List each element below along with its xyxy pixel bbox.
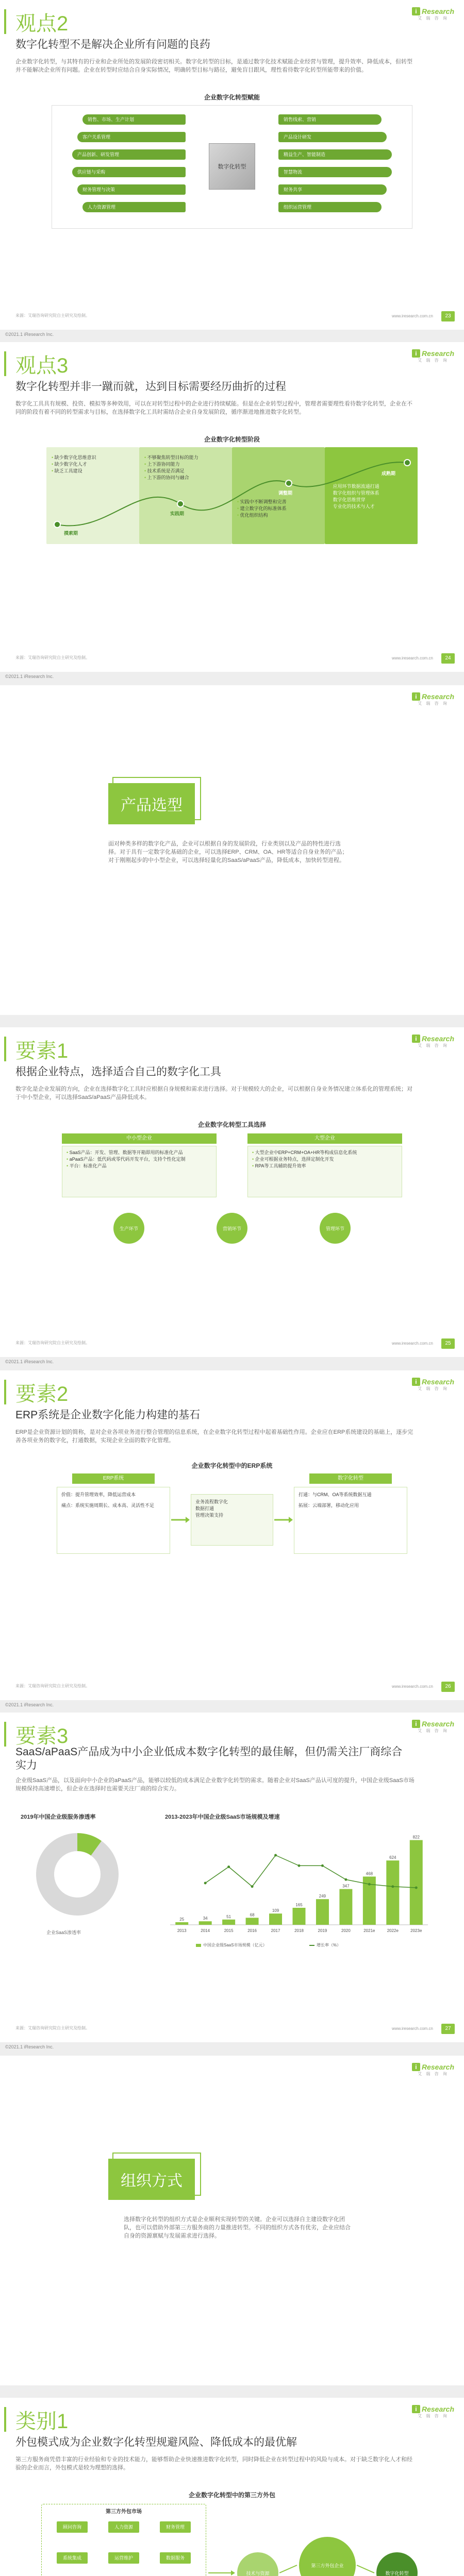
source-note: 来源：艾瑞咨询研究院自主研究及绘制。 [15, 655, 90, 660]
section-title: 产品选型 [108, 783, 195, 824]
phase-label-4: 成熟期 [382, 471, 396, 476]
phase-1-list: • 缺少数字化思维意识 • 缺少数字化人才 • 缺乏工具建设 [52, 454, 134, 474]
slide-factor-1 [0, 1027, 464, 1357]
diagram-title: 企业数字化转型阶段 [204, 436, 260, 443]
bar-value-2016: 68 [250, 1912, 255, 1918]
diagram-title: 企业数字化转型工具选择 [197, 1121, 266, 1128]
x-tick-2017: 2017 [271, 1928, 280, 1933]
body-paragraph: 企业数字化转型，与其特有的行业和企业所处的发展阶段密切相关。数字化转型的目标，是通过数字化技术赋能企业经营与管理，提升效率、降低成本，但转型并不能解决企业所有问题。企业在转型时应结合自身实际情况，明确转型目标与路径，避免盲目跟风，理性看待数字化转型所能带来的价值。 [15, 59, 412, 73]
legend-bar: 中国企业级SaaS市场规模（亿元） [196, 1942, 267, 1948]
right-item-3: 智慧物流 [278, 167, 392, 177]
outsourcing-circle: 第三方外包企业 [299, 2537, 356, 2576]
accent-bar [4, 2407, 6, 2432]
slide-subtitle: 根据企业特点，选择适合自己的数字化工具 [15, 1066, 221, 1078]
x-tick-2018: 2018 [294, 1928, 304, 1933]
slide-viewpoint-2 [0, 0, 464, 330]
right-item-4: 财务共享 [278, 184, 387, 195]
large-box: • 大型企业中ERP+CRM+OA+HR等构成信息化系统 • 企业可根据业务特点，选择定制化开发 • RPA等工具辅助提升效率 [247, 1146, 402, 1197]
slide-section-product [0, 685, 464, 1015]
center-cube: 数字化转型 [209, 143, 255, 190]
service-0: 顾问咨询 [57, 2521, 88, 2533]
iresearch-logo: i Research 艾 瑞 咨 询 [411, 1378, 455, 1392]
pie-caption: 企业SaaS渗透率 [46, 1930, 81, 1935]
copyright: ©2021.1 iResearch Inc. [5, 2044, 54, 2049]
slide-title: 类别1 [15, 2410, 69, 2433]
x-tick-2019: 2019 [318, 1928, 327, 1933]
phase-3-list: • 实践中不断调整和完善 • 建立数字化的标准体系 • 优化组织结构 [237, 499, 320, 519]
bar-value-2014: 34 [203, 1916, 208, 1921]
phase-marker-2 [177, 500, 184, 507]
chart1-title: 2019年中国企业级服务渗透率 [21, 1814, 96, 1820]
slide-subtitle: 数字化转型不是解决企业所有问题的良药 [15, 39, 210, 50]
source-note: 来源：艾瑞咨询研究院自主研究及绘制。 [15, 2026, 90, 2030]
x-tick-2014: 2014 [201, 1928, 210, 1933]
section-title: 组织方式 [108, 2159, 195, 2200]
bar-2023e [410, 1840, 423, 1925]
section-body: 面对种类多样的数字化产品，企业可以根据自身的发展阶段，行业类别以及产品的特性进行选择。对于具有一定数字化基础的企业，可以选择ERP、CRM、OA、HR等适合自身业务的产品；对于刚刚起步的中小型企业，可以选择轻量化的SaaS/aPaaS产品，降低成本，加快转型进程。 [108, 841, 348, 863]
copyright: ©2021.1 iResearch Inc. [5, 1359, 54, 1364]
service-2: 财务管理 [160, 2521, 191, 2533]
bar-value-2022e: 624 [389, 1855, 396, 1860]
slide-factor-3 [0, 1713, 464, 2042]
left-item-4: 财务管理与决策 [77, 184, 186, 195]
growth-point-2018 [298, 1865, 301, 1867]
service-4: 运营维护 [108, 2552, 139, 2564]
slide-title: 观点2 [15, 12, 69, 35]
circle-management: 管理环节 [320, 1213, 351, 1244]
slide-title: 观点3 [15, 354, 69, 377]
x-tick-2023e: 2023e [410, 1928, 422, 1933]
page-number: 23 [441, 311, 455, 321]
transform-circle: 数字化转型 [376, 2552, 418, 2576]
pie-slice-未采用 [36, 1833, 119, 1916]
sme-box: • SaaS产品：开发、管理、数据等开箱即用的标准化产品 • aPaaS产品：低代码或零代码开发平台，支持个性化定制 • 平台：标准化产品 [62, 1146, 217, 1197]
slide-viewpoint-3 [0, 342, 464, 672]
bar-chart [160, 1822, 438, 1940]
circle-production: 生产环节 [113, 1213, 144, 1244]
body-paragraph: 数字化是企业发展的方向，企业在选择数字化工具时应根据自身规模和需求进行选择。对于规模较大的企业，可以根据自身业务情况建立体系化的管理系统；对于中小型企业，可以选择SaaS/aPaaS产品降低成本。 [15, 1086, 412, 1100]
bar-2015 [222, 1920, 235, 1925]
diagram-title: 企业数字化转型赋能 [204, 94, 260, 101]
bar-value-2013: 25 [179, 1917, 185, 1922]
footer-url[interactable]: www.iresearch.com.cn [391, 2026, 433, 2031]
header-sme: 中小型企业 [62, 1133, 217, 1144]
left-item-0: 销售、市场、生产计划 [82, 114, 186, 125]
service-1: 人力资源 [108, 2521, 139, 2533]
body-paragraph: 企业级SaaS产品，以及面向中小企业的aPaaS产品，能够以较低的成本满足企业数字化转型的需求。随着企业对SaaS产品认可度的提升，中国企业级SaaS市场规模保持高速增长，但企业在选择时也需要关注厂商的综合实力。 [15, 1777, 415, 1792]
phase-2-list: • 不够聚焦转型目标的能力 • 上下游协同能力 • 技术系统是否满足 • 上下游的协同与融合 [144, 454, 227, 481]
left-item-5: 人力资源管理 [82, 202, 186, 212]
growth-line [205, 1855, 416, 1888]
source-note: 来源：艾瑞咨询研究院自主研究及绘制。 [15, 1341, 90, 1345]
bar-2019 [316, 1899, 329, 1925]
bar-2017 [269, 1913, 282, 1925]
bar-value-2020: 347 [342, 1884, 350, 1889]
footer-url[interactable]: www.iresearch.com.cn [391, 1341, 433, 1346]
slide-title: 要素2 [15, 1383, 69, 1405]
growth-point-2022e [391, 1885, 394, 1888]
diagram-title: 企业数字化转型中的第三方外包 [188, 2492, 275, 2499]
slide-subtitle: SaaS/aPaaS产品成为中小企业低成本数字化转型的最佳解，但仍需关注厂商综合实力 [15, 1746, 403, 1771]
growth-point-2017 [274, 1854, 277, 1857]
footer-url[interactable]: www.iresearch.com.cn [391, 314, 433, 318]
copyright: ©2021.1 iResearch Inc. [5, 332, 54, 337]
service-5: 数据服务 [160, 2552, 191, 2564]
body-paragraph: 第三方服务商凭借丰富的行业经验和专业的技术能力，能够帮助企业快速推进数字化转型，同时降低企业在转型过程中的风险与成本。对于缺乏数字化人才和经验的企业而言，外包模式是较为理想的选择。 [15, 2456, 412, 2471]
source-note: 来源：艾瑞咨询研究院自主研究及绘制。 [15, 1684, 90, 1688]
slide-title: 要素3 [15, 1725, 69, 1748]
footer-url[interactable]: www.iresearch.com.cn [391, 656, 433, 660]
page-number: 25 [441, 1338, 455, 1349]
right-item-1: 产品设计研发 [278, 132, 387, 142]
x-tick-2015: 2015 [224, 1928, 234, 1933]
growth-point-2021e [368, 1883, 371, 1886]
page-number: 26 [441, 1682, 455, 1692]
phase-marker-4 [404, 459, 411, 466]
market-title: 第三方外包市场 [106, 2509, 142, 2515]
x-tick-2021e: 2021e [363, 1928, 375, 1933]
left-item-2: 产品创新、研发管理 [72, 149, 186, 160]
right-item-5: 组织运营管理 [278, 202, 382, 212]
resource-circle: 技术与资源 [237, 2552, 278, 2576]
slide-subtitle: 数字化转型并非一蹴而就，达到目标需要经历曲折的过程 [15, 381, 286, 393]
iresearch-logo: i Research 艾 瑞 咨 询 [411, 2063, 455, 2077]
slide-subtitle: 外包模式成为企业数字化转型规避风险、降低成本的最优解 [15, 2436, 297, 2448]
bar-2018 [293, 1908, 306, 1925]
third-party-market-box [41, 2504, 206, 2576]
slide-factor-2 [0, 1370, 464, 1700]
right-item-2: 精益生产、智能制造 [278, 149, 392, 160]
slide-section-organization [0, 2056, 464, 2385]
bar-value-2023e: 822 [412, 1835, 420, 1840]
accent-bar [4, 351, 6, 376]
growth-point-2016 [251, 1885, 254, 1888]
transform-header: 数字化转型 [309, 1473, 392, 1484]
x-tick-2022e: 2022e [387, 1928, 399, 1933]
slide-title: 要素1 [15, 1040, 69, 1062]
bar-value-2015: 51 [226, 1914, 231, 1919]
accent-bar [4, 9, 6, 34]
phase-marker-3 [285, 480, 292, 487]
bar-2020 [339, 1889, 352, 1925]
erp-left-box: 价值：提升管理效率，降低运营成本 痛点：系统实施周期长、成本高、灵活性不足 [57, 1487, 170, 1554]
x-tick-2020: 2020 [341, 1928, 351, 1933]
diagram-title: 企业数字化转型中的ERP系统 [191, 1462, 273, 1469]
accent-bar [4, 1722, 6, 1747]
bar-2016 [246, 1918, 259, 1925]
bar-value-2017: 109 [272, 1908, 279, 1913]
body-paragraph: ERP是企业资源计划的简称，是对企业各项业务进行整合管理的信息系统，在企业数字化转型过程中起着基础性作用。企业应在ERP系统建设的基础上，逐步完善各项业务的数字化，打通数据，实现企业全面的数字化管理。 [15, 1429, 413, 1444]
service-3: 系统集成 [57, 2552, 88, 2564]
phase-label-3: 调整期 [278, 490, 293, 496]
accent-bar [4, 1380, 6, 1404]
x-tick-2013: 2013 [177, 1928, 187, 1933]
circle-marketing: 营销环节 [217, 1213, 247, 1244]
slide-subtitle: ERP系统是企业数字化能力构建的基石 [15, 1409, 201, 1421]
left-item-1: 客户关系管理 [77, 132, 186, 142]
growth-point-2014 [204, 1882, 207, 1885]
growth-point-2019 [321, 1865, 324, 1867]
chart2-title: 2013-2023年中国企业级SaaS市场规模及增速 [165, 1814, 280, 1820]
phase-label-2: 实践期 [170, 511, 185, 516]
bar-2022e [386, 1860, 399, 1925]
copyright: ©2021.1 iResearch Inc. [5, 674, 54, 679]
erp-center-box: 业务流程数字化 数据打通 管理决策支持 [191, 1494, 273, 1546]
body-paragraph: 数字化工具具有规模、投资、模拟等多种效用，可以在对转型过程中的企业进行持续赋能。但是在企业转型过程中，管理者需要理性看待数字化转型，企业在不同的阶段有着不同的转型需求与目标，在选择数字化工具时需结合企业自身发展阶段，循序渐进地推进数字化转型。 [15, 401, 412, 415]
iresearch-logo: i Research 艾 瑞 咨 询 [411, 349, 455, 363]
iresearch-logo: i Research 艾 瑞 咨 询 [411, 692, 455, 706]
erp-header: ERP系统 [72, 1473, 155, 1484]
iresearch-logo: i Research 艾 瑞 咨 询 [411, 2405, 455, 2419]
section-body: 选择数字化转型的组织方式是企业顺利实现转型的关键。企业可以选择自主建设数字化团队，也可以借助外部第三方服务商的力量推进转型。不同的组织方式各有优劣，企业应结合自身的资源禀赋与发展需求进行选择。 [124, 2216, 351, 2239]
phase-label-1: 摸索期 [64, 531, 78, 536]
phase-diagram [46, 447, 418, 544]
bar-2013 [175, 1922, 188, 1925]
right-item-0: 销售线索、营销 [278, 114, 382, 125]
footer-url[interactable]: www.iresearch.com.cn [391, 1684, 433, 1689]
left-item-3: 供应链与采购 [72, 167, 186, 177]
growth-point-2023e [415, 1887, 418, 1889]
bar-2014 [199, 1921, 212, 1925]
slide-category-1 [0, 2398, 464, 2576]
legend-line: 增长率（%） [309, 1942, 341, 1948]
bar-value-2018: 165 [295, 1903, 303, 1907]
x-tick-2016: 2016 [247, 1928, 257, 1933]
page-number: 24 [441, 653, 455, 664]
iresearch-logo: i Research 艾 瑞 咨 询 [411, 1035, 455, 1048]
iresearch-logo: i Research 艾 瑞 咨 询 [411, 1720, 455, 1734]
copyright: ©2021.1 iResearch Inc. [5, 1702, 54, 1707]
iresearch-logo: i Research 艾 瑞 咨 询 [411, 7, 455, 21]
header-large: 大型企业 [247, 1133, 402, 1144]
phase-4-list: • 应用环节数据流通打通 • 数字化组织与管理体系 • 数字化思维贯穿 • 专业化的技术与人才 [330, 483, 412, 510]
page-number: 27 [441, 2024, 455, 2034]
bar-value-2019: 249 [319, 1894, 326, 1899]
growth-point-2020 [344, 1878, 347, 1881]
source-note: 来源：艾瑞咨询研究院自主研究及绘制。 [15, 313, 90, 318]
pie-chart [21, 1823, 134, 1926]
phase-marker-1 [54, 521, 61, 528]
bar-value-2021e: 468 [366, 1871, 373, 1876]
accent-bar [4, 1037, 6, 1061]
erp-right-box: 打通：与CRM、OA等系统数据互通 拓展：云端部署，移动化应用 [294, 1487, 407, 1554]
growth-point-2015 [227, 1866, 230, 1868]
